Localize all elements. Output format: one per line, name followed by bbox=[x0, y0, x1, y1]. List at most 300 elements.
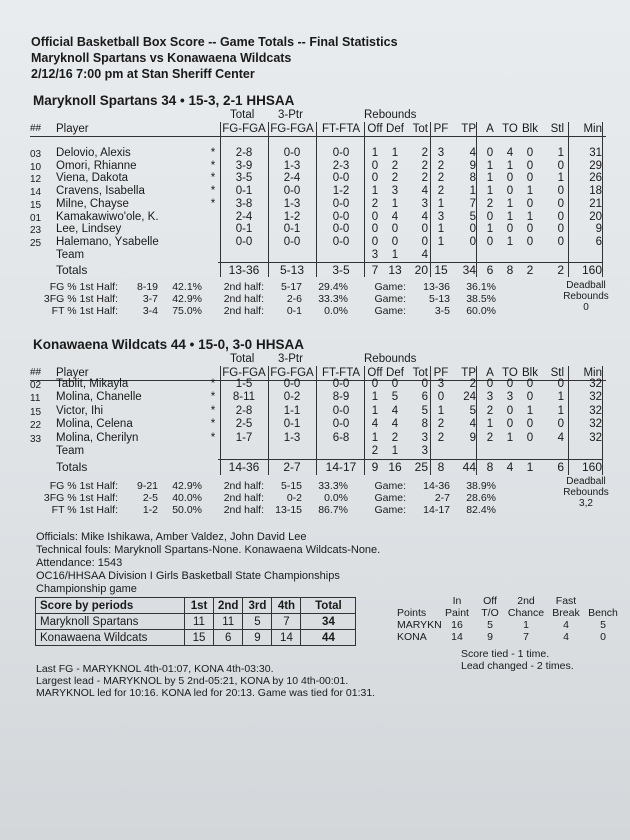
player-min: 31 bbox=[589, 147, 602, 159]
player-to: 0 bbox=[506, 378, 514, 390]
pct-h1p: 75.0% bbox=[172, 305, 202, 317]
player-a: 1 bbox=[486, 185, 494, 198]
player-pf: 2 bbox=[437, 159, 445, 172]
totals-to: 8 bbox=[506, 263, 514, 278]
player-min: 32 bbox=[589, 418, 602, 431]
player-row bbox=[30, 391, 606, 403]
player-star: * bbox=[210, 147, 216, 159]
points-value: 5 bbox=[600, 619, 606, 631]
player-name: Milne, Chayse bbox=[56, 197, 129, 210]
player-star: * bbox=[210, 172, 216, 185]
player-fg: 3-8 bbox=[235, 197, 253, 210]
player-name: Halemano, Ysabelle bbox=[56, 235, 159, 248]
player-fg: 2-8 bbox=[235, 147, 253, 159]
player-a: 0 bbox=[486, 235, 494, 248]
player-to: 0 bbox=[506, 223, 514, 236]
player-tot: 0 bbox=[421, 378, 428, 390]
player-def: 4 bbox=[391, 210, 399, 223]
pct-h2l: 2nd half: bbox=[223, 293, 264, 305]
player-a: 2 bbox=[486, 404, 494, 417]
pct-h1: 3-4 bbox=[142, 305, 158, 317]
pct-gp: 38.5% bbox=[466, 293, 496, 305]
player-def: 5 bbox=[391, 391, 399, 404]
player-blk: 0 bbox=[526, 159, 534, 172]
totals-ft: 3-5 bbox=[332, 263, 350, 278]
team-row-label: Team bbox=[56, 445, 85, 457]
periods-row-maryknoll bbox=[36, 614, 356, 630]
event-line-2: Championship game bbox=[36, 583, 137, 595]
team-row-def: 1 bbox=[391, 248, 399, 261]
totals-blk: 2 bbox=[526, 263, 534, 278]
player-tp: 4 bbox=[469, 147, 476, 159]
player-to: 1 bbox=[506, 159, 514, 172]
points-header: Paint bbox=[445, 607, 469, 619]
periods-header-2nd: 2nd bbox=[214, 598, 243, 614]
player-fg3: 1-3 bbox=[283, 197, 301, 210]
player-row bbox=[30, 236, 606, 248]
points-team: KONA bbox=[397, 631, 427, 643]
column-header-a: A bbox=[486, 123, 494, 135]
column-header-blk: Blk bbox=[522, 367, 538, 379]
pct-gp: 60.0% bbox=[466, 305, 496, 317]
lead-changed-line: Lead changed - 2 times. bbox=[461, 660, 574, 672]
player-blk: 0 bbox=[526, 147, 534, 159]
totals-row bbox=[30, 263, 606, 278]
player-star: * bbox=[210, 159, 216, 172]
pct-gp: 36.1% bbox=[466, 281, 496, 293]
column-header-tot: Tot bbox=[412, 367, 428, 379]
led-for-line: MARYKNOL led for 10:16. KONA led for 20:13. Game was tied for 01:31. bbox=[36, 687, 376, 699]
header-three-pointer: 3-Ptr bbox=[278, 109, 303, 121]
player-name: Molina, Chanelle bbox=[56, 391, 142, 404]
pct-h2: 5-15 bbox=[280, 480, 302, 492]
player-fg3: 1-2 bbox=[283, 210, 301, 223]
player-star: * bbox=[210, 378, 216, 390]
score-by-periods-table bbox=[35, 597, 356, 646]
column-header-tot: Tot bbox=[412, 123, 428, 135]
pct-h2l: 2nd half: bbox=[223, 480, 264, 492]
player-blk: 0 bbox=[526, 172, 534, 185]
shooting-pct-line bbox=[36, 293, 496, 305]
player-ft: 0-0 bbox=[332, 404, 350, 417]
pct-h2: 2-6 bbox=[286, 293, 302, 305]
player-star: * bbox=[210, 404, 216, 417]
points-value: 9 bbox=[487, 631, 493, 643]
player-fg3: 1-3 bbox=[283, 159, 301, 172]
player-pf: 3 bbox=[437, 210, 445, 223]
header-underline bbox=[30, 136, 606, 137]
periods-team-name: Konawaena Wildcats bbox=[36, 630, 185, 646]
totals-blk: 1 bbox=[526, 460, 534, 475]
player-stl: 0 bbox=[557, 159, 564, 172]
player-fg: 0-0 bbox=[235, 235, 253, 248]
player-a: 0 bbox=[486, 378, 494, 390]
deadball-rebounds bbox=[553, 280, 619, 313]
periods-score: 11 bbox=[214, 614, 243, 630]
player-name: Lee, Lindsey bbox=[56, 223, 122, 236]
player-off: 1 bbox=[371, 185, 379, 198]
player-tot: 2 bbox=[421, 172, 428, 185]
player-stl: 0 bbox=[557, 197, 564, 210]
header-three-pointer: 3-Ptr bbox=[278, 353, 303, 365]
points-header: 2nd bbox=[517, 595, 535, 607]
totals-label: Totals bbox=[56, 460, 88, 475]
player-to: 4 bbox=[506, 147, 514, 159]
periods-score: 14 bbox=[272, 630, 301, 646]
player-stl: 4 bbox=[557, 431, 564, 444]
player-blk: 0 bbox=[526, 235, 534, 248]
team-row-tot: 4 bbox=[421, 248, 428, 261]
player-def: 0 bbox=[391, 378, 399, 390]
player-fg: 3-9 bbox=[235, 159, 253, 172]
officials-line: Officials: Mike Ishikawa, Amber Valdez, John David Lee bbox=[36, 531, 307, 543]
totals-min: 160 bbox=[581, 263, 602, 278]
pct-h2p: 0.0% bbox=[324, 492, 348, 504]
player-pf: 1 bbox=[437, 404, 445, 417]
player-min: 18 bbox=[589, 185, 602, 198]
periods-score: 11 bbox=[185, 614, 214, 630]
player-def: 1 bbox=[391, 197, 399, 210]
team-title: Konawaena Wildcats 44 • 15-0, 3-0 HHSAA bbox=[33, 337, 304, 352]
player-pf: 1 bbox=[437, 197, 445, 210]
deadball-label: Deadball bbox=[566, 476, 606, 487]
team-row-tot: 3 bbox=[421, 445, 428, 457]
player-fg3: 0-0 bbox=[283, 235, 301, 248]
points-header: Bench bbox=[588, 607, 618, 619]
player-row bbox=[30, 172, 606, 184]
column-header-pf: PF bbox=[433, 123, 449, 135]
deadball-label-2: Rebounds bbox=[563, 487, 609, 498]
player-num: 11 bbox=[30, 393, 41, 405]
shooting-pct-line bbox=[36, 504, 496, 516]
player-pf: 2 bbox=[437, 431, 445, 444]
player-pf: 0 bbox=[437, 391, 445, 404]
player-off: 0 bbox=[371, 235, 379, 248]
player-fg3: 0-1 bbox=[283, 223, 301, 236]
pct-label: FT % 1st Half: bbox=[51, 305, 118, 317]
player-stl: 0 bbox=[557, 378, 564, 390]
player-num: 33 bbox=[30, 433, 42, 445]
column-header-pf: PF bbox=[433, 367, 449, 379]
header-rebounds: Rebounds bbox=[364, 109, 417, 121]
player-def: 1 bbox=[391, 147, 399, 159]
player-min: 32 bbox=[589, 404, 602, 417]
column-header-a: A bbox=[486, 367, 494, 379]
pct-h2: 5-17 bbox=[280, 281, 302, 293]
game-date-venue: 2/12/16 7:00 pm at Stan Sheriff Center bbox=[31, 67, 255, 81]
player-star: * bbox=[210, 391, 216, 404]
player-num: 02 bbox=[30, 380, 42, 391]
column-header-fg3: FG-FGA bbox=[270, 367, 314, 379]
player-name: Kamakawiwo'ole, K. bbox=[56, 210, 159, 223]
periods-header-label: Score by periods bbox=[36, 598, 185, 614]
player-star: * bbox=[210, 197, 216, 210]
player-ft: 2-3 bbox=[332, 159, 350, 172]
player-name: Delovio, Alexis bbox=[56, 147, 131, 159]
team-row bbox=[30, 445, 606, 457]
player-fg: 2-5 bbox=[235, 418, 253, 431]
player-num: 25 bbox=[30, 237, 42, 249]
pct-h1p: 42.9% bbox=[172, 293, 202, 305]
player-fg: 0-1 bbox=[235, 185, 253, 198]
player-stl: 0 bbox=[557, 223, 564, 236]
player-off: 1 bbox=[371, 391, 379, 404]
player-a: 0 bbox=[486, 210, 494, 223]
player-off: 1 bbox=[371, 404, 379, 417]
totals-a: 8 bbox=[486, 460, 494, 475]
pct-g: 13-36 bbox=[423, 281, 450, 293]
player-row bbox=[30, 418, 606, 430]
totals-stl: 6 bbox=[557, 460, 564, 475]
totals-a: 6 bbox=[486, 263, 494, 278]
player-blk: 0 bbox=[526, 431, 534, 444]
pct-h1p: 50.0% bbox=[172, 504, 202, 516]
player-def: 0 bbox=[391, 235, 399, 248]
points-header: Points bbox=[397, 607, 427, 619]
column-header-ft: FT-FTA bbox=[321, 123, 361, 135]
player-pf: 2 bbox=[437, 185, 445, 198]
team-row-off: 2 bbox=[371, 445, 379, 457]
column-header-stl: Stl bbox=[550, 123, 564, 135]
last-fg-line: Last FG - MARYKNOL 4th-01:07, KONA 4th-03:30. bbox=[36, 663, 274, 675]
player-blk: 0 bbox=[526, 391, 534, 404]
player-row bbox=[30, 432, 606, 444]
team-row bbox=[30, 249, 606, 261]
player-num: 10 bbox=[30, 161, 42, 173]
player-stl: 0 bbox=[557, 235, 564, 248]
player-blk: 1 bbox=[526, 404, 534, 417]
player-fg3: 0-0 bbox=[283, 378, 301, 390]
shooting-pct-line bbox=[36, 281, 496, 293]
player-fg3: 1-3 bbox=[283, 431, 301, 444]
player-tot: 5 bbox=[421, 404, 428, 417]
pct-h2p: 33.3% bbox=[318, 293, 348, 305]
team-title: Maryknoll Spartans 34 • 15-3, 2-1 HHSAA bbox=[33, 93, 295, 108]
team-row-def: 1 bbox=[391, 445, 399, 457]
player-off: 2 bbox=[371, 197, 379, 210]
column-header-off: Off bbox=[367, 123, 383, 135]
player-row bbox=[30, 185, 606, 197]
player-ft: 0-0 bbox=[332, 147, 350, 159]
player-def: 3 bbox=[391, 185, 399, 198]
player-name: Tablit, Mikayla bbox=[56, 378, 129, 390]
player-to: 0 bbox=[506, 404, 514, 417]
player-row bbox=[30, 405, 606, 417]
player-to: 0 bbox=[506, 185, 514, 198]
player-num: 15 bbox=[30, 199, 42, 211]
pct-g: 2-7 bbox=[434, 492, 450, 504]
periods-header-4th: 4th bbox=[272, 598, 301, 614]
player-blk: 0 bbox=[526, 197, 534, 210]
pct-h1p: 42.9% bbox=[172, 480, 202, 492]
player-off: 4 bbox=[371, 418, 379, 431]
header-rebounds: Rebounds bbox=[364, 353, 417, 365]
player-to: 1 bbox=[506, 431, 514, 444]
player-num: 12 bbox=[30, 174, 42, 186]
attendance-line: Attendance: 1543 bbox=[36, 557, 123, 569]
player-num: 14 bbox=[30, 187, 42, 199]
points-header: T/O bbox=[481, 607, 499, 619]
player-to: 1 bbox=[506, 210, 514, 223]
pct-label: FG % 1st Half: bbox=[49, 281, 118, 293]
player-fg: 1-7 bbox=[235, 431, 253, 444]
points-header: Break bbox=[552, 607, 580, 619]
player-stl: 0 bbox=[557, 185, 564, 198]
player-min: 26 bbox=[589, 172, 602, 185]
player-fg3: 0-1 bbox=[283, 418, 301, 431]
pct-label: 3FG % 1st Half: bbox=[43, 293, 118, 305]
column-header-fg3: FG-FGA bbox=[270, 123, 314, 135]
player-def: 4 bbox=[391, 404, 399, 417]
stats-table bbox=[30, 109, 606, 278]
player-ft: 0-0 bbox=[332, 172, 350, 185]
player-off: 1 bbox=[371, 431, 379, 444]
player-tot: 4 bbox=[421, 210, 428, 223]
totals-row bbox=[30, 460, 606, 475]
player-min: 20 bbox=[589, 210, 602, 223]
player-name: Victor, Ihi bbox=[56, 404, 104, 417]
totals-ft: 14-17 bbox=[325, 460, 357, 475]
player-fg3: 0-2 bbox=[283, 391, 301, 404]
totals-fg: 14-36 bbox=[228, 460, 260, 475]
totals-stl: 2 bbox=[557, 263, 564, 278]
pct-label: 3FG % 1st Half: bbox=[43, 492, 118, 504]
periods-score: 5 bbox=[243, 614, 272, 630]
player-tot: 2 bbox=[421, 159, 428, 172]
player-name: Viena, Dakota bbox=[56, 172, 129, 185]
pct-h1: 8-19 bbox=[136, 281, 158, 293]
player-pf: 3 bbox=[437, 147, 445, 159]
column-header-tp: TP bbox=[461, 367, 476, 379]
player-tot: 3 bbox=[421, 197, 428, 210]
player-name: Molina, Celena bbox=[56, 418, 133, 431]
player-min: 32 bbox=[589, 378, 602, 390]
player-blk: 0 bbox=[526, 223, 534, 236]
player-tp: 2 bbox=[469, 378, 476, 390]
player-blk: 1 bbox=[526, 185, 534, 198]
player-off: 0 bbox=[371, 172, 379, 185]
column-header-off: Off bbox=[367, 367, 383, 379]
player-ft: 0-0 bbox=[332, 210, 350, 223]
player-fg: 8-11 bbox=[232, 391, 256, 404]
player-row bbox=[30, 223, 606, 235]
player-name: Cravens, Isabella bbox=[56, 185, 145, 198]
player-blk: 0 bbox=[526, 418, 534, 431]
player-fg3: 0-0 bbox=[283, 185, 301, 198]
deadball-value: 3,2 bbox=[579, 498, 593, 509]
points-header: Chance bbox=[507, 607, 545, 619]
points-value: 4 bbox=[563, 619, 569, 631]
player-ft: 8-9 bbox=[332, 391, 350, 404]
player-row bbox=[30, 198, 606, 210]
player-row bbox=[30, 378, 606, 390]
points-value: 14 bbox=[451, 631, 463, 643]
pct-gl: Game: bbox=[374, 492, 406, 504]
player-off: 0 bbox=[371, 210, 379, 223]
player-off: 0 bbox=[371, 159, 379, 172]
column-header-name: Player bbox=[56, 123, 89, 135]
player-fg: 1-5 bbox=[235, 378, 253, 390]
player-pf: 2 bbox=[437, 418, 445, 431]
points-value: 0 bbox=[600, 631, 606, 643]
deadball-value: 0 bbox=[583, 302, 589, 313]
column-header-ft: FT-FTA bbox=[321, 367, 361, 379]
points-value: 4 bbox=[563, 631, 569, 643]
player-a: 1 bbox=[486, 223, 494, 236]
periods-total: 44 bbox=[301, 630, 356, 646]
player-to: 3 bbox=[506, 391, 514, 404]
pct-gp: 82.4% bbox=[466, 504, 496, 516]
totals-pf: 15 bbox=[434, 263, 448, 278]
deadball-label: Deadball bbox=[566, 280, 606, 291]
player-to: 0 bbox=[506, 418, 514, 431]
player-star: * bbox=[210, 185, 216, 198]
player-name: Omori, Rhianne bbox=[56, 159, 137, 172]
player-row bbox=[30, 147, 606, 159]
column-header-name: Player bbox=[56, 367, 89, 379]
player-tp: 24 bbox=[463, 391, 476, 404]
technical-fouls-line: Technical fouls: Maryknoll Spartans-None. Konawaena Wildcats-None. bbox=[36, 544, 381, 556]
column-header-min: Min bbox=[583, 367, 602, 379]
player-stl: 1 bbox=[557, 404, 564, 417]
column-header-blk: Blk bbox=[522, 123, 538, 135]
points-header: Off bbox=[483, 595, 497, 607]
score-tied-line: Score tied - 1 time. bbox=[461, 648, 550, 660]
player-fg3: 1-1 bbox=[283, 404, 301, 417]
player-ft: 6-8 bbox=[332, 431, 350, 444]
largest-lead-line: Largest lead - MARYKNOL by 5 2nd-05:21, KONA by 10 4th-00:01. bbox=[36, 675, 349, 687]
player-num: 01 bbox=[30, 212, 42, 224]
column-header-row bbox=[30, 123, 606, 135]
player-to: 0 bbox=[506, 172, 514, 185]
header-total: Total bbox=[230, 353, 255, 365]
player-tot: 0 bbox=[421, 223, 428, 236]
player-tot: 0 bbox=[421, 235, 428, 248]
player-ft: 0-0 bbox=[332, 223, 350, 236]
player-fg: 2-4 bbox=[235, 210, 253, 223]
points-value: 7 bbox=[523, 631, 529, 643]
team-row-off: 3 bbox=[371, 248, 379, 261]
pct-h1p: 40.0% bbox=[172, 492, 202, 504]
totals-fg3: 2-7 bbox=[283, 460, 301, 475]
team-row-label: Team bbox=[56, 248, 85, 261]
totals-fg3: 5-13 bbox=[279, 263, 305, 278]
periods-score: 9 bbox=[243, 630, 272, 646]
player-tp: 7 bbox=[469, 197, 476, 210]
player-stl: 1 bbox=[557, 147, 564, 159]
player-blk: 1 bbox=[526, 210, 534, 223]
player-tp: 0 bbox=[469, 223, 476, 236]
totals-to: 4 bbox=[506, 460, 514, 475]
player-tot: 8 bbox=[421, 418, 428, 431]
player-a: 1 bbox=[486, 159, 494, 172]
pct-gl: Game: bbox=[374, 504, 406, 516]
player-a: 0 bbox=[486, 147, 494, 159]
points-value: 1 bbox=[523, 619, 529, 631]
pct-h2l: 2nd half: bbox=[223, 504, 264, 516]
column-header-num: ## bbox=[30, 123, 42, 134]
player-stl: 0 bbox=[557, 418, 564, 431]
player-pf: 1 bbox=[437, 235, 445, 248]
player-a: 2 bbox=[486, 197, 494, 210]
player-off: 0 bbox=[371, 378, 379, 390]
header-total: Total bbox=[230, 109, 255, 121]
player-stl: 1 bbox=[557, 391, 564, 404]
pct-gl: Game: bbox=[374, 281, 406, 293]
matchup-title: Maryknoll Spartans vs Konawaena Wildcats bbox=[31, 51, 292, 65]
column-header-def: Def bbox=[386, 123, 404, 135]
player-row bbox=[30, 160, 606, 172]
